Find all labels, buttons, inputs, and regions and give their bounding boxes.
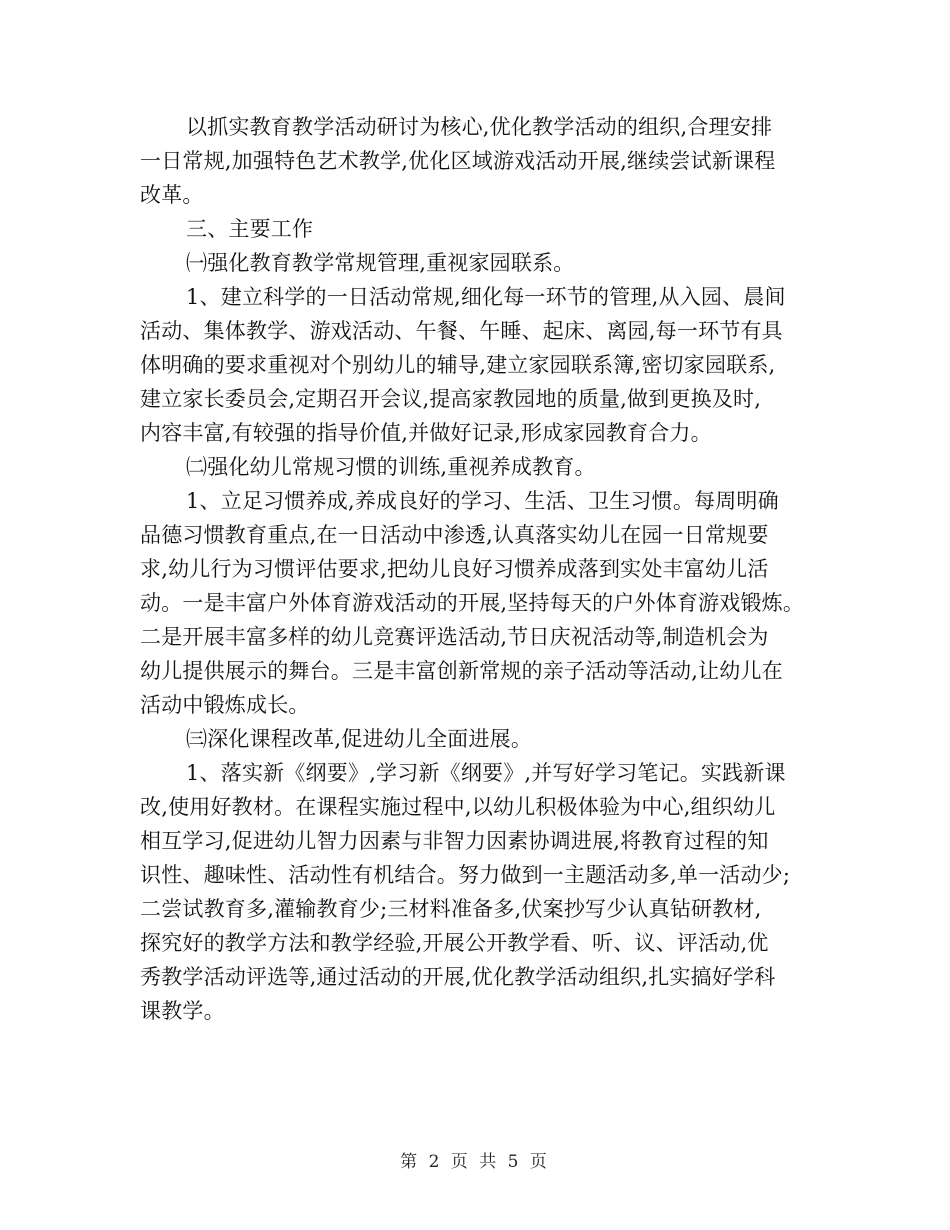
text-line: 建立家长委员会,定期召开会议,提高家教园地的质量,做到更换及时,	[140, 387, 762, 411]
text-line: 课教学。	[140, 999, 225, 1023]
text-line: 体明确的要求重视对个别幼儿的辅导,建立家园联系簿,密切家园联系,	[140, 353, 776, 377]
text-line: 1、建立科学的一日活动常规,细化每一环节的管理,从入园、晨间	[186, 285, 786, 309]
text-line: 活动中锻炼成长。	[140, 693, 310, 717]
text-line: 探究好的教学方法和教学经验,开展公开教学看、听、议、评活动,优	[140, 931, 769, 955]
text-line: 秀教学活动评选等,通过活动的开展,优化教学活动组织,扎实搞好学科	[140, 965, 776, 989]
text-line: 二尝试教育多,灌输教育少;三材料准备多,伏案抄写少认真钻研教材,	[140, 897, 762, 921]
text-line: 1、落实新《纲要》,学习新《纲要》,并写好学习笔记。实践新课	[186, 761, 786, 785]
text-line: 识性、趣味性、活动性有机结合。努力做到一主题活动多,单一活动少;	[140, 863, 791, 887]
text-line: 品德习惯教育重点,在一日活动中渗透,认真落实幼儿在园一日常规要	[140, 523, 769, 547]
text-line: 活动、集体教学、游戏活动、午餐、午睡、起床、离园,每一环节有具	[140, 319, 783, 343]
text-line: 一日常规,加强特色艺术教学,优化区域游戏活动开展,继续尝试新课程	[140, 149, 776, 173]
text-line: 内容丰富,有较强的指导价值,并做好记录,形成家园教育合力。	[140, 421, 712, 445]
document-body	[140, 110, 820, 1028]
text-line: 求,幼儿行为习惯评估要求,把幼儿良好习惯养成落到实处丰富幼儿活	[140, 557, 769, 581]
text-line: ㈢深化课程改革,促进幼儿全面进展。	[186, 727, 533, 751]
text-line: 改革。	[140, 183, 204, 207]
text-line: 幼儿提供展示的舞台。三是丰富创新常规的亲子活动等活动,让幼儿在	[140, 659, 783, 683]
text-line: ㈡强化幼儿常规习惯的训练,重视养成教育。	[186, 455, 596, 479]
text-line: 1、立足习惯养成,养成良好的学习、生活、卫生习惯。每周明确	[186, 489, 779, 513]
text-line: 改,使用好教材。在课程实施过程中,以幼儿积极体验为中心,组织幼儿	[140, 795, 776, 819]
text-line: 二是开展丰富多样的幼儿竞赛评选活动,节日庆祝活动等,制造机会为	[140, 625, 769, 649]
text-line: 以抓实教育教学活动研讨为核心,优化教学活动的组织,合理安排	[186, 115, 773, 139]
text-line: 动。一是丰富户外体育游戏活动的开展,坚持每天的户外体育游戏锻炼。	[140, 591, 805, 615]
text-line: ㈠强化教育教学常规管理,重视家园联系。	[186, 251, 575, 275]
text-line: 相互学习,促进幼儿智力因素与非智力因素协调进展,将教育过程的知	[140, 829, 769, 853]
page-footer: 第 2 页 共 5 页	[400, 1152, 550, 1172]
text-line: 三、主要工作	[186, 217, 314, 241]
